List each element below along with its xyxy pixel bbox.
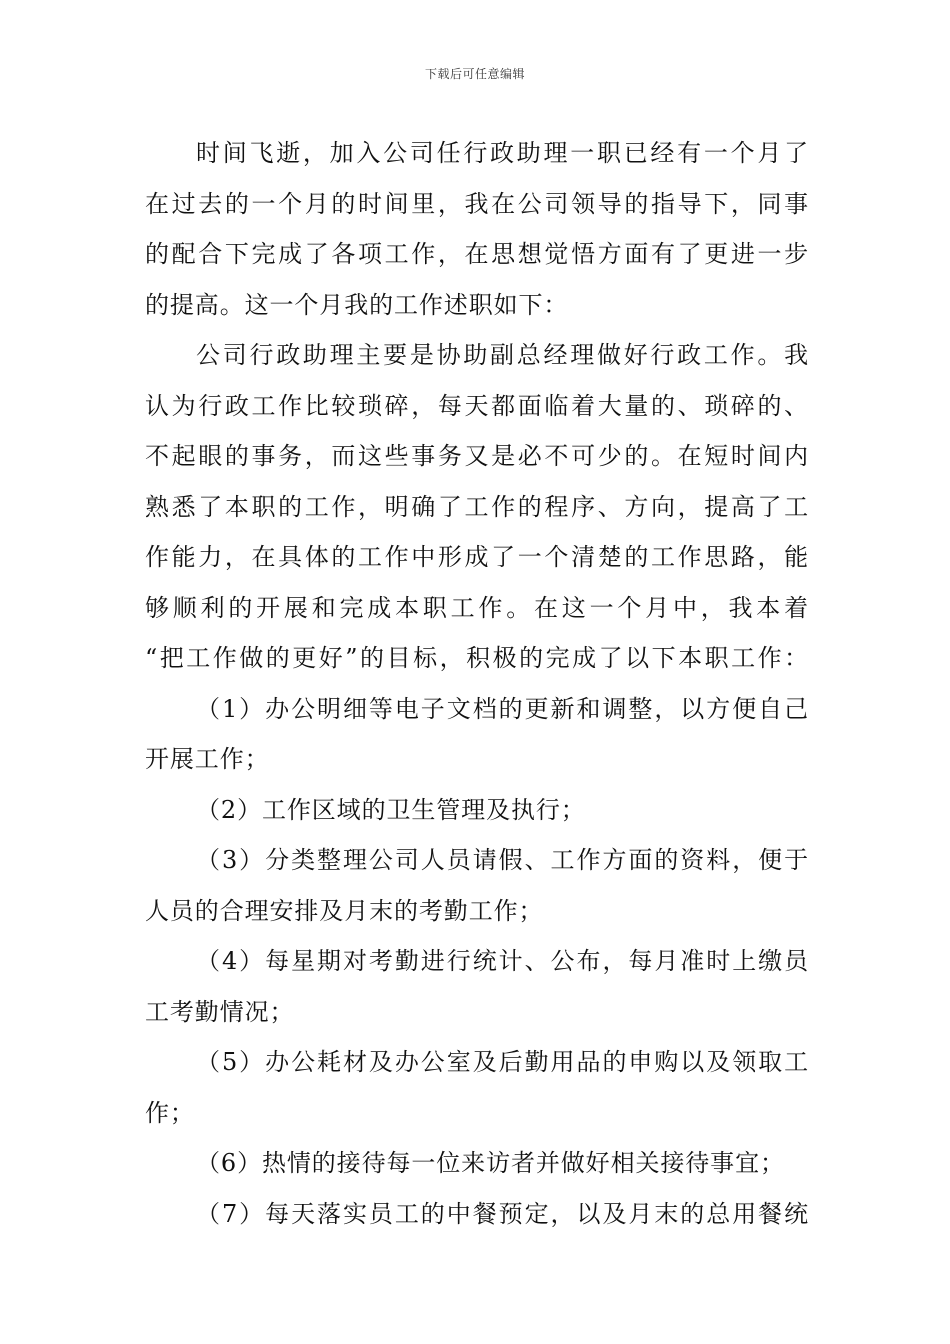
text-line: 开展工作； [145, 745, 270, 773]
text-line: （3）分类整理公司人员请假、工作方面的资料，便于 [196, 846, 809, 874]
text-line: 的提高。这一个月我的工作述职如下： [145, 290, 569, 319]
text-line: （5）办公耗材及办公室及后勤用品的申购以及领取工 [196, 1048, 809, 1076]
document-body [145, 128, 809, 1239]
text-line: 人员的合理安排及月末的考勤工作； [145, 896, 544, 925]
text-line: 不起眼的事务，而这些事务又是必不可少的。在短时间内 [145, 442, 809, 470]
text-line: 在过去的一个月的时间里，我在公司领导的指导下，同事 [145, 189, 809, 218]
text-line: （4）每星期对考勤进行统计、公布，每月准时上缴员 [196, 947, 809, 975]
text-line: 认为行政工作比较琐碎，每天都面临着大量的、琐碎的、 [145, 391, 809, 420]
text-line: 作能力，在具体的工作中形成了一个清楚的工作思路，能 [145, 543, 809, 571]
text-line: 工考勤情况； [145, 997, 295, 1026]
download-note: 下载后可任意编辑 [424, 67, 525, 81]
text-line: 的配合下完成了各项工作，在思想觉悟方面有了更进一步 [145, 240, 809, 268]
text-line: 时间飞逝，加入公司任行政助理一职已经有一个月了 [196, 139, 809, 167]
text-line: （1）办公明细等电子文档的更新和调整，以方便自己 [196, 694, 809, 723]
text-line: 熟悉了本职的工作，明确了工作的程序、方向，提高了工 [145, 492, 809, 521]
text-line: 够顺利的开展和完成本职工作。在这一个月中，我本着 [145, 593, 809, 622]
text-line: （6）热情的接待每一位来访者并做好相关接待事宜； [196, 1149, 785, 1177]
text-line: 作； [145, 1098, 195, 1127]
text-line: “把工作做的更好”的目标，积极的完成了以下本职工作： [145, 644, 809, 672]
text-line: （7）每天落实员工的中餐预定，以及月末的总用餐统 [196, 1199, 809, 1228]
text-line: 公司行政助理主要是协助副总经理做好行政工作。我 [196, 341, 809, 369]
text-line: （2）工作区域的卫生管理及执行； [196, 795, 586, 824]
